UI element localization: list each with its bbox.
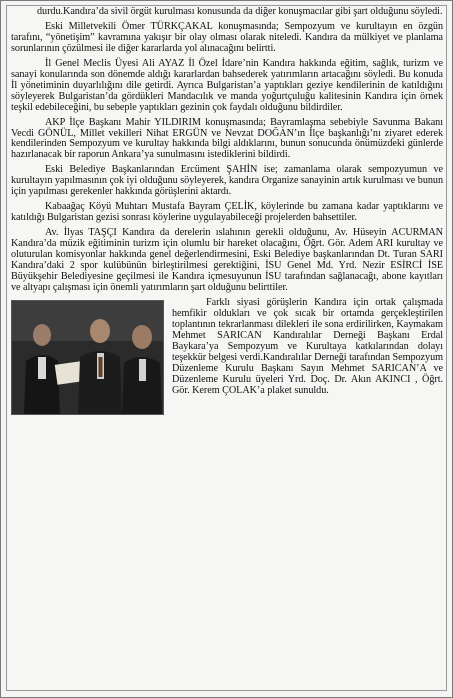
article-body	[11, 7, 443, 417]
article-paragraph: AKP İlçe Başkanı Mahir YILDIRIM konuşmasında; Bayramlaşma sebebiyle Savunma Bakanı Vecdi GÖNÜL, Millet vekilleri Nihat ERGÜN ve Nevzat DOĞAN’ın İlçe başkanlığı’nı ziyaret ederek kendilerinden Sempozyum ve kurultay hakkında bilgi aldıklarını, bunun sonucunda önümüzdeki günlerde hazırlanacak bir raporun Ankara’ya sunulmasını istediklerini bildirdi.	[11, 116, 443, 161]
article-paragraph: Farklı siyasi görüşlerin Kandıra için ortak çalışmada hemfikir oldukları ve çok sıcak bir ortamda gerçekleştirilen toplantının tekrarlanması dilekleri ile sona erdirilirken, Kaymakam Mehmet SARICAN Kandıralılar Derneği Başkanı Erdal Baykara’ya Sempozyum ve Kurultaya katkılarından dolayı teşekkür belgesi verdi.Kandıralılar Derneği tarafından Sempozyum Düzenleme Kurulu Başkanı Sayın Mehmet SARICAN’A ve Düzenleme Kurulu üyeleri Yrd. Doç. Dr. Akın AKINCI , Öğrt. Gör. Kerem ÇOLAK’a plaket sunuldu.	[172, 296, 443, 396]
award-ceremony-photo	[11, 300, 164, 415]
article-paragraph: Av. İlyas TAŞÇI Kandıra da derelerin ıslahının gerekli olduğunu, Av. Hüseyin ACURMAN Kandıra’da müzik eğitiminin turizm için olumlu bir hareket olacağını, Öğrt. Gör. Adem ARI kurultay ve oluturulan komisyonlar hakkında genel değerlendirmesini, Eski Belediye başkanlarından Dt. Turan SARI Kandıra’daki 2 spor kulübünün birleştirilmesi gerektiğini, İSU Genel Md. Yrd. Nezir ESİRCİ İSE Büyükşehir Belediyesine geçilmesi ile Kandıra içmesuyunun İSU tarafından sağlanacağı, abone kayıtları ve altyapı çalışması için önemli yatırımların şart olduğunu belirttiler.	[11, 227, 443, 293]
photo-illustration	[12, 301, 164, 415]
article-paragraph: Eski Milletvekili Ömer TÜRKÇAKAL konuşmasında; Sempozyum ve kurultayın en özgün tarafını, “yönetişim” kavramına yakışır bir olay olması olarak niteledi. Kandıra da mülkiyet ve planlama sorunlarının çözülmesi ile diğer kararlarda yol alınacağını belirtti.	[11, 20, 443, 54]
article-paragraph: Eski Belediye Başkanlarından Ercüment ŞAHİN ise; zamanlama olarak sempozyumun ve kurultayın yapılmasının çok iyi olduğunu söyleyerek, kandıra Organize sanayinin artık kurulması ve bunun için yapılması gerekenler hakkında görüşlerini aktardı.	[11, 164, 443, 198]
article-paragraph: durdu.Kandıra’da sivil örgüt kurulması konusunda da diğer konuşmacılar gibi şart olduğunu söyledi.	[37, 6, 443, 17]
article-paragraph: İl Genel Meclis Üyesi Ali AYAZ İl Özel İdare’nin Kandıra hakkında eğitim, sağlık, turizm ve sanayi konularında son dönemde aldığı kararlardan bahsederek yatırımların artacağını söyledi. Bu konuda İl yönetiminin duyarlılığını dile getirdi. Ayrıca Bulgaristan’a yaptıkları geziye kendilerinin de katıldığını söyleyerek Bulgaristan’da gördükleri Mandacılık ve manda yoğurtçuluğu kalitesinin Kandıra için örnek teşkil edebileceğini, bu sebeple yaptıkları gezinin çok faydalı olduğunu bildirdiler.	[11, 57, 443, 113]
article-paragraph: Kabaağaç Köyü Muhtarı Mustafa Bayram ÇELİK, köylerinde bu zamana kadar yaptıklarını ve katıldığı Bulgaristan gezisi sonrası köylerine uygulayabileceği projelerden bahsettiler.	[11, 201, 443, 224]
